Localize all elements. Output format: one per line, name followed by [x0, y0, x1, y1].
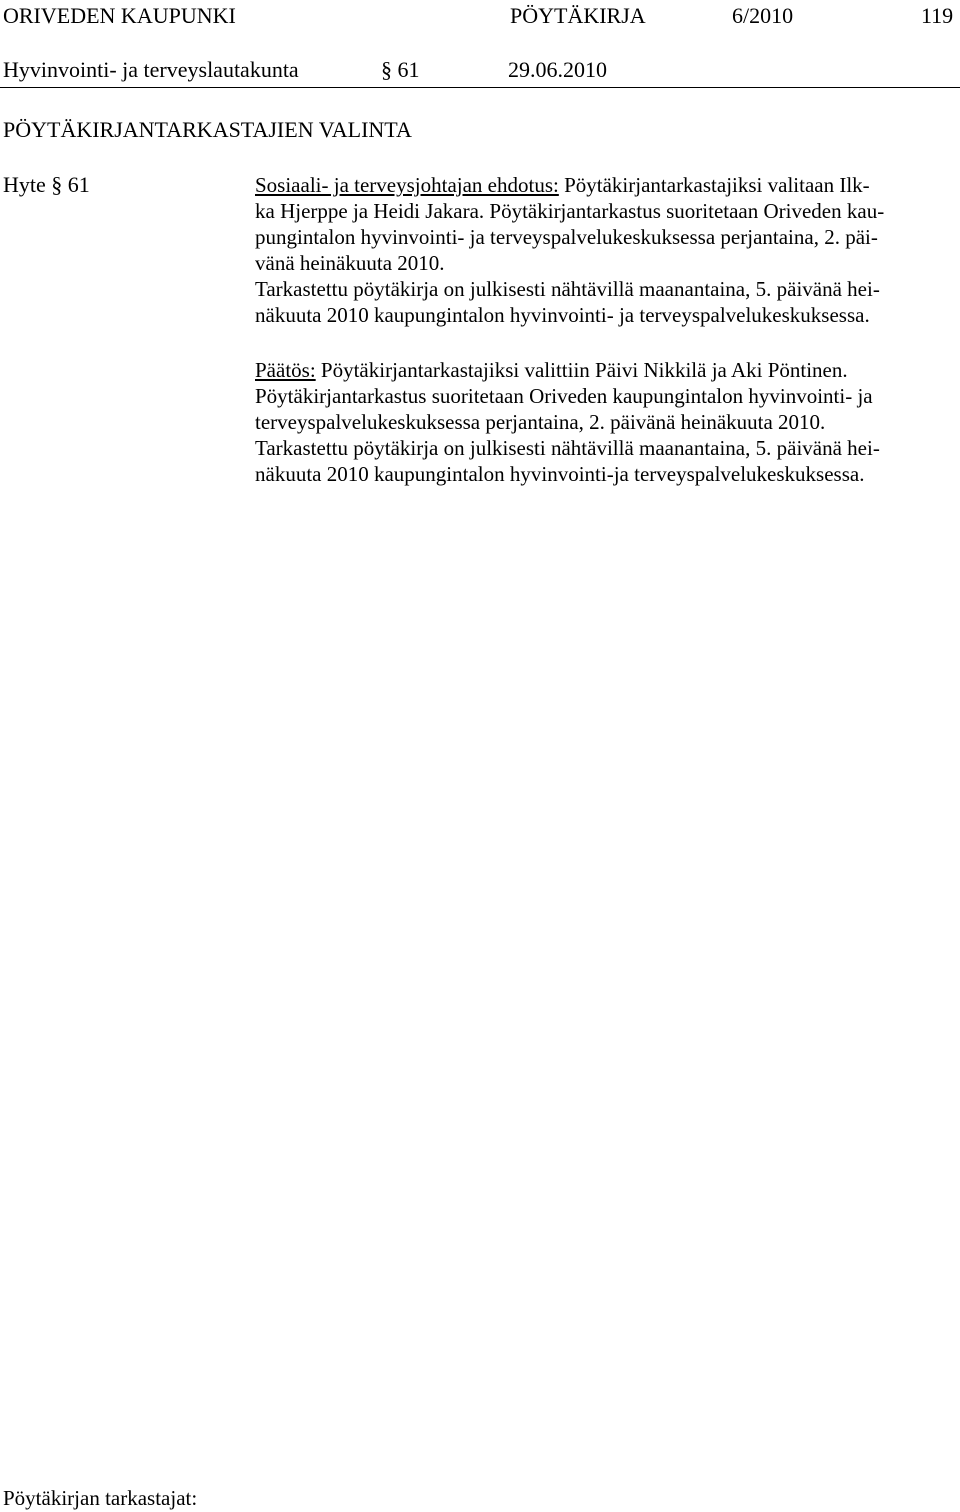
decision-line: terveyspalvelukeskuksessa perjantaina, 2. päivänä heinäkuuta 2010. [255, 410, 826, 434]
reference-symbol: § [51, 172, 63, 197]
decision-line: näkuuta 2010 kaupungintalon hyvinvointi-ja terveyspalvelukeskuksessa. [255, 462, 865, 486]
proposal-line: vänä heinäkuuta 2010. [255, 251, 445, 275]
proposal-line [255, 172, 955, 198]
decision-line: Tarkastettu pöytäkirja on julkisesti nähtävillä maanantaina, 5. päivänä hei- [255, 436, 880, 460]
section-symbol: § [381, 57, 392, 82]
document-type: PÖYTÄKIRJA [510, 3, 646, 28]
section-title: PÖYTÄKIRJANTARKASTAJIEN VALINTA [3, 117, 412, 142]
section-reference [3, 172, 90, 198]
header-section [381, 57, 420, 83]
header-divider [0, 87, 960, 88]
organization-name: ORIVEDEN KAUPUNKI [3, 3, 236, 28]
proposal-line: näkuuta 2010 kaupungintalon hyvinvointi- ja terveyspalvelukeskuksessa. [255, 303, 870, 327]
decision-line: Pöytäkirjantarkastus suoritetaan Oriveden kaupungintalon hyvinvointi- ja [255, 384, 873, 408]
meeting-date: 29.06.2010 [508, 57, 607, 82]
decision-text: Pöytäkirjantarkastajiksi valittiin Päivi Nikkilä ja Aki Pöntinen. [315, 358, 848, 382]
decision-label: Päätös: [255, 358, 316, 382]
board-name: Hyvinvointi- ja terveyslautakunta [3, 57, 299, 82]
proposal-label: Sosiaali- ja terveysjohtajan ehdotus: [255, 173, 559, 197]
reference-number: 61 [67, 172, 90, 197]
proposal-line: Tarkastettu pöytäkirja on julkisesti nähtävillä maanantaina, 5. päivänä hei- [255, 277, 880, 301]
proposal-line: pungintalon hyvinvointi- ja terveyspalvelukeskuksessa perjantaina, 2. päi- [255, 225, 878, 249]
signature-label: Pöytäkirjan tarkastajat: [3, 1486, 198, 1510]
decision-line [255, 357, 955, 383]
section-number: 61 [397, 57, 420, 82]
section-body [255, 172, 955, 487]
paragraph-gap [255, 328, 955, 357]
proposal-text: Pöytäkirjantarkastajiksi valitaan Ilk- [558, 173, 870, 197]
page-number: 119 [921, 3, 954, 28]
reference-prefix: Hyte [3, 172, 46, 197]
proposal-line: ka Hjerppe ja Heidi Jakara. Pöytäkirjantarkastus suoritetaan Oriveden kau- [255, 199, 885, 223]
document-number: 6/2010 [732, 3, 794, 28]
